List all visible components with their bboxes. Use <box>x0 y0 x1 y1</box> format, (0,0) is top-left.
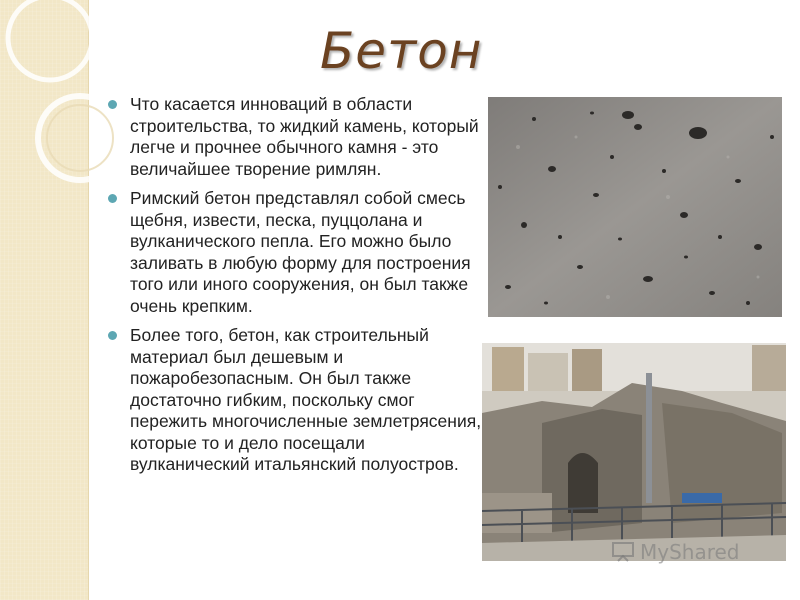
bullet-text: Что касается инноваций в области строительства, то жидкий камень, который легче и прочнее обычного камня - это величайшее творение римлян. <box>130 94 479 179</box>
roman-concrete-ruins-photo <box>482 343 786 561</box>
bullet-item <box>104 325 484 476</box>
bullet-list <box>104 94 484 484</box>
presentation-icon <box>612 542 634 567</box>
watermark-text: MyShared <box>640 540 740 564</box>
watermark <box>612 540 792 564</box>
decorative-left-band <box>0 0 89 600</box>
slide-title: Бетон <box>320 22 483 80</box>
concrete-texture-photo <box>488 97 782 317</box>
bullet-dot-icon <box>108 100 117 109</box>
bullet-dot-icon <box>108 194 117 203</box>
bullet-text: Римский бетон представлял собой смесь щебня, извести, песка, пуццолана и вулканического пепла. Его можно было заливать в любую форму для построения того или иного сооружения, он был также очень крепким. <box>130 188 471 316</box>
bullet-item <box>104 94 484 180</box>
bullet-item <box>104 188 484 317</box>
bullet-text: Более того, бетон, как строительный материал был дешевым и пожаробезопасным. Он был также достаточно гибким, поскольку смог пережить многочисленные землетрясения, которые то и дело посещали вулканический итальянский полуостров. <box>130 325 482 474</box>
bullet-dot-icon <box>108 331 117 340</box>
